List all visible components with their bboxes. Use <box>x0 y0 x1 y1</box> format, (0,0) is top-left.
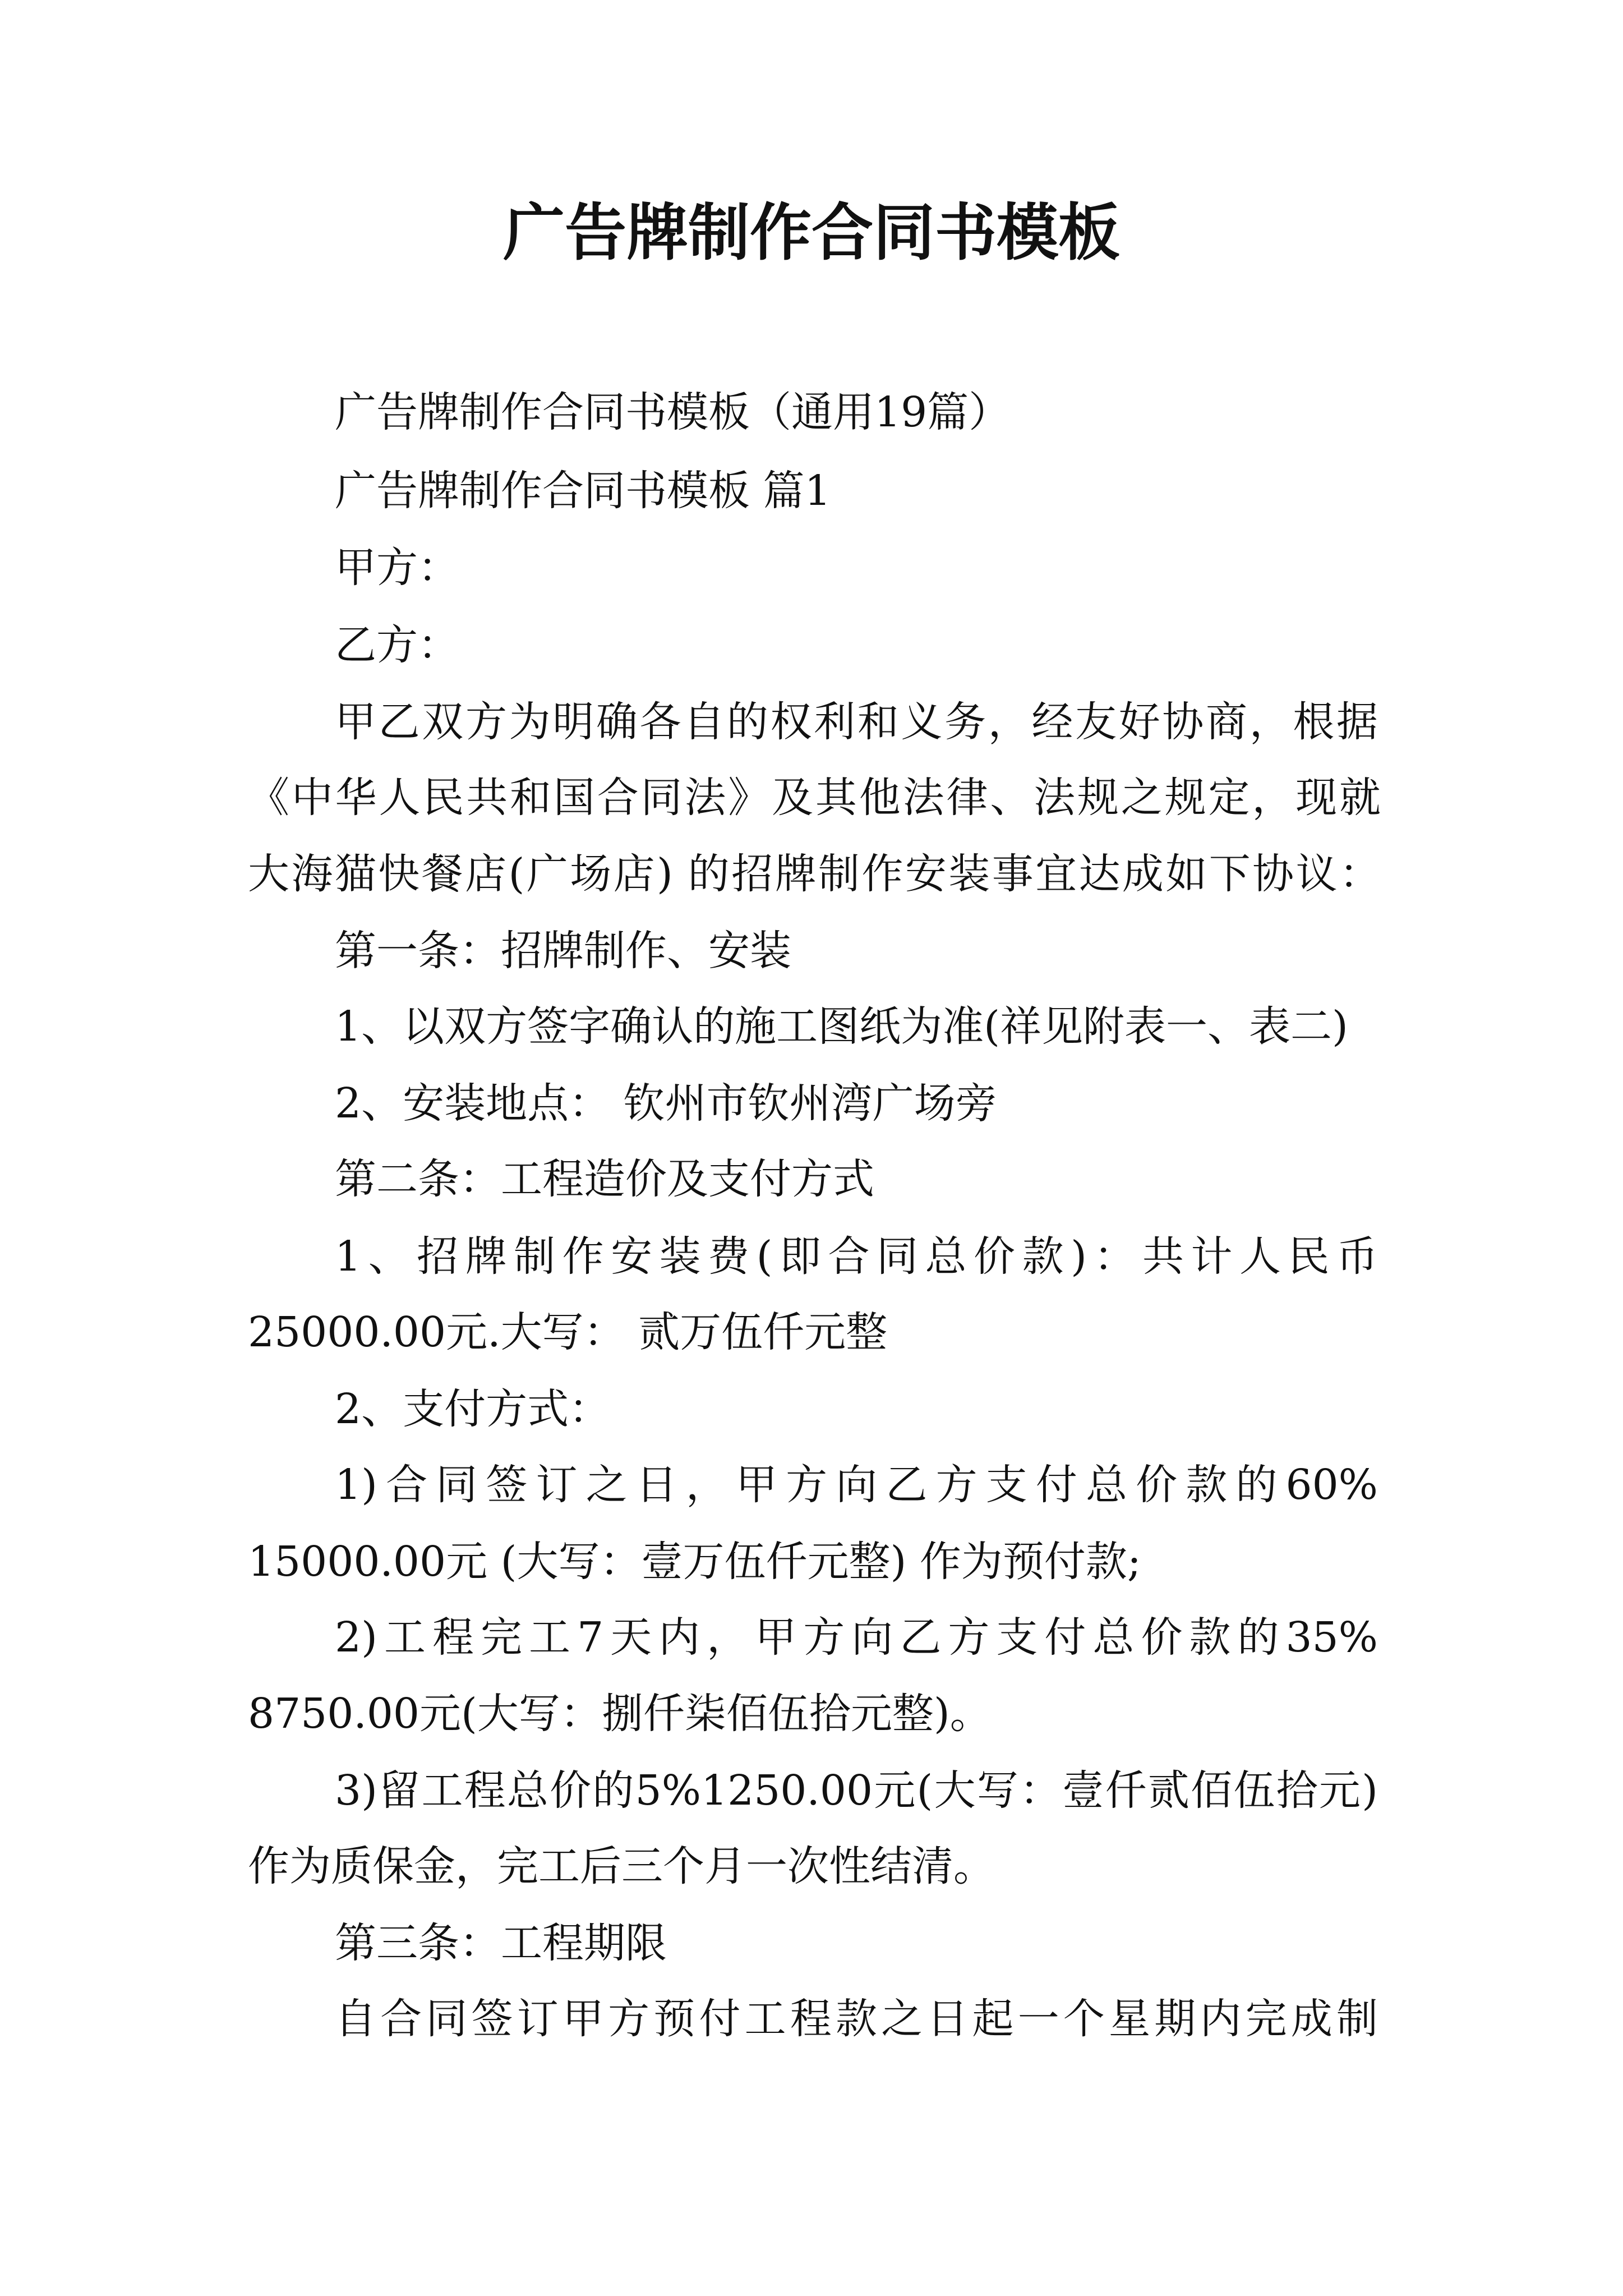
text-line: 2)工程完工7天内，甲方向乙方支付总价款的35% <box>335 1613 1378 1662</box>
text-line: 第一条：招牌制作、安装 <box>335 927 791 975</box>
text-line: 第二条：工程造价及支付方式 <box>335 1155 874 1203</box>
text-line: 2、安装地点： 钦州市钦州湾广场旁 <box>335 1079 997 1128</box>
text-line: 3)留工程总价的5%1250.00元(大写：壹仟贰佰伍拾元) <box>335 1766 1378 1815</box>
text-line: 8750.00元(大写：捌仟柒佰伍拾元整)。 <box>248 1690 992 1738</box>
text-line: 《中华人民共和国合同法》及其他法律、法规之规定，现就 <box>248 774 1381 822</box>
text-line: 甲乙双方为明确各自的权利和义务，经友好协商，根据 <box>335 698 1378 746</box>
text-line: 广告牌制作合同书模板 篇1 <box>335 467 831 515</box>
document-title: 广告牌制作合同书模板 <box>503 197 1120 269</box>
text-line: 25000.00元.大写： 贰万伍仟元整 <box>248 1308 888 1356</box>
text-line: 大海猫快餐店(广场店) 的招牌制作安装事宜达成如下协议： <box>248 850 1381 898</box>
text-line: 广告牌制作合同书模板（通用19篇） <box>335 388 1011 436</box>
text-line: 1)合同签订之日，甲方向乙方支付总价款的60% <box>335 1461 1378 1509</box>
text-line: 自合同签订甲方预付工程款之日起一个星期内完成制 <box>335 1995 1378 2043</box>
text-line: 1、以双方签字确认的施工图纸为准(祥见附表一、表二) <box>335 1002 1348 1051</box>
text-line: 第三条：工程期限 <box>335 1919 667 1967</box>
text-line: 作为质保金，完工后三个月一次性结清。 <box>248 1842 995 1890</box>
text-line: 乙方： <box>335 621 459 669</box>
text-line: 1、招牌制作安装费(即合同总价款)：共计人民币 <box>335 1232 1378 1281</box>
text-line: 15000.00元 (大写：壹万伍仟元整) 作为预付款; <box>248 1538 1141 1586</box>
text-line: 2、支付方式： <box>335 1385 611 1433</box>
text-line: 甲方： <box>335 544 459 592</box>
